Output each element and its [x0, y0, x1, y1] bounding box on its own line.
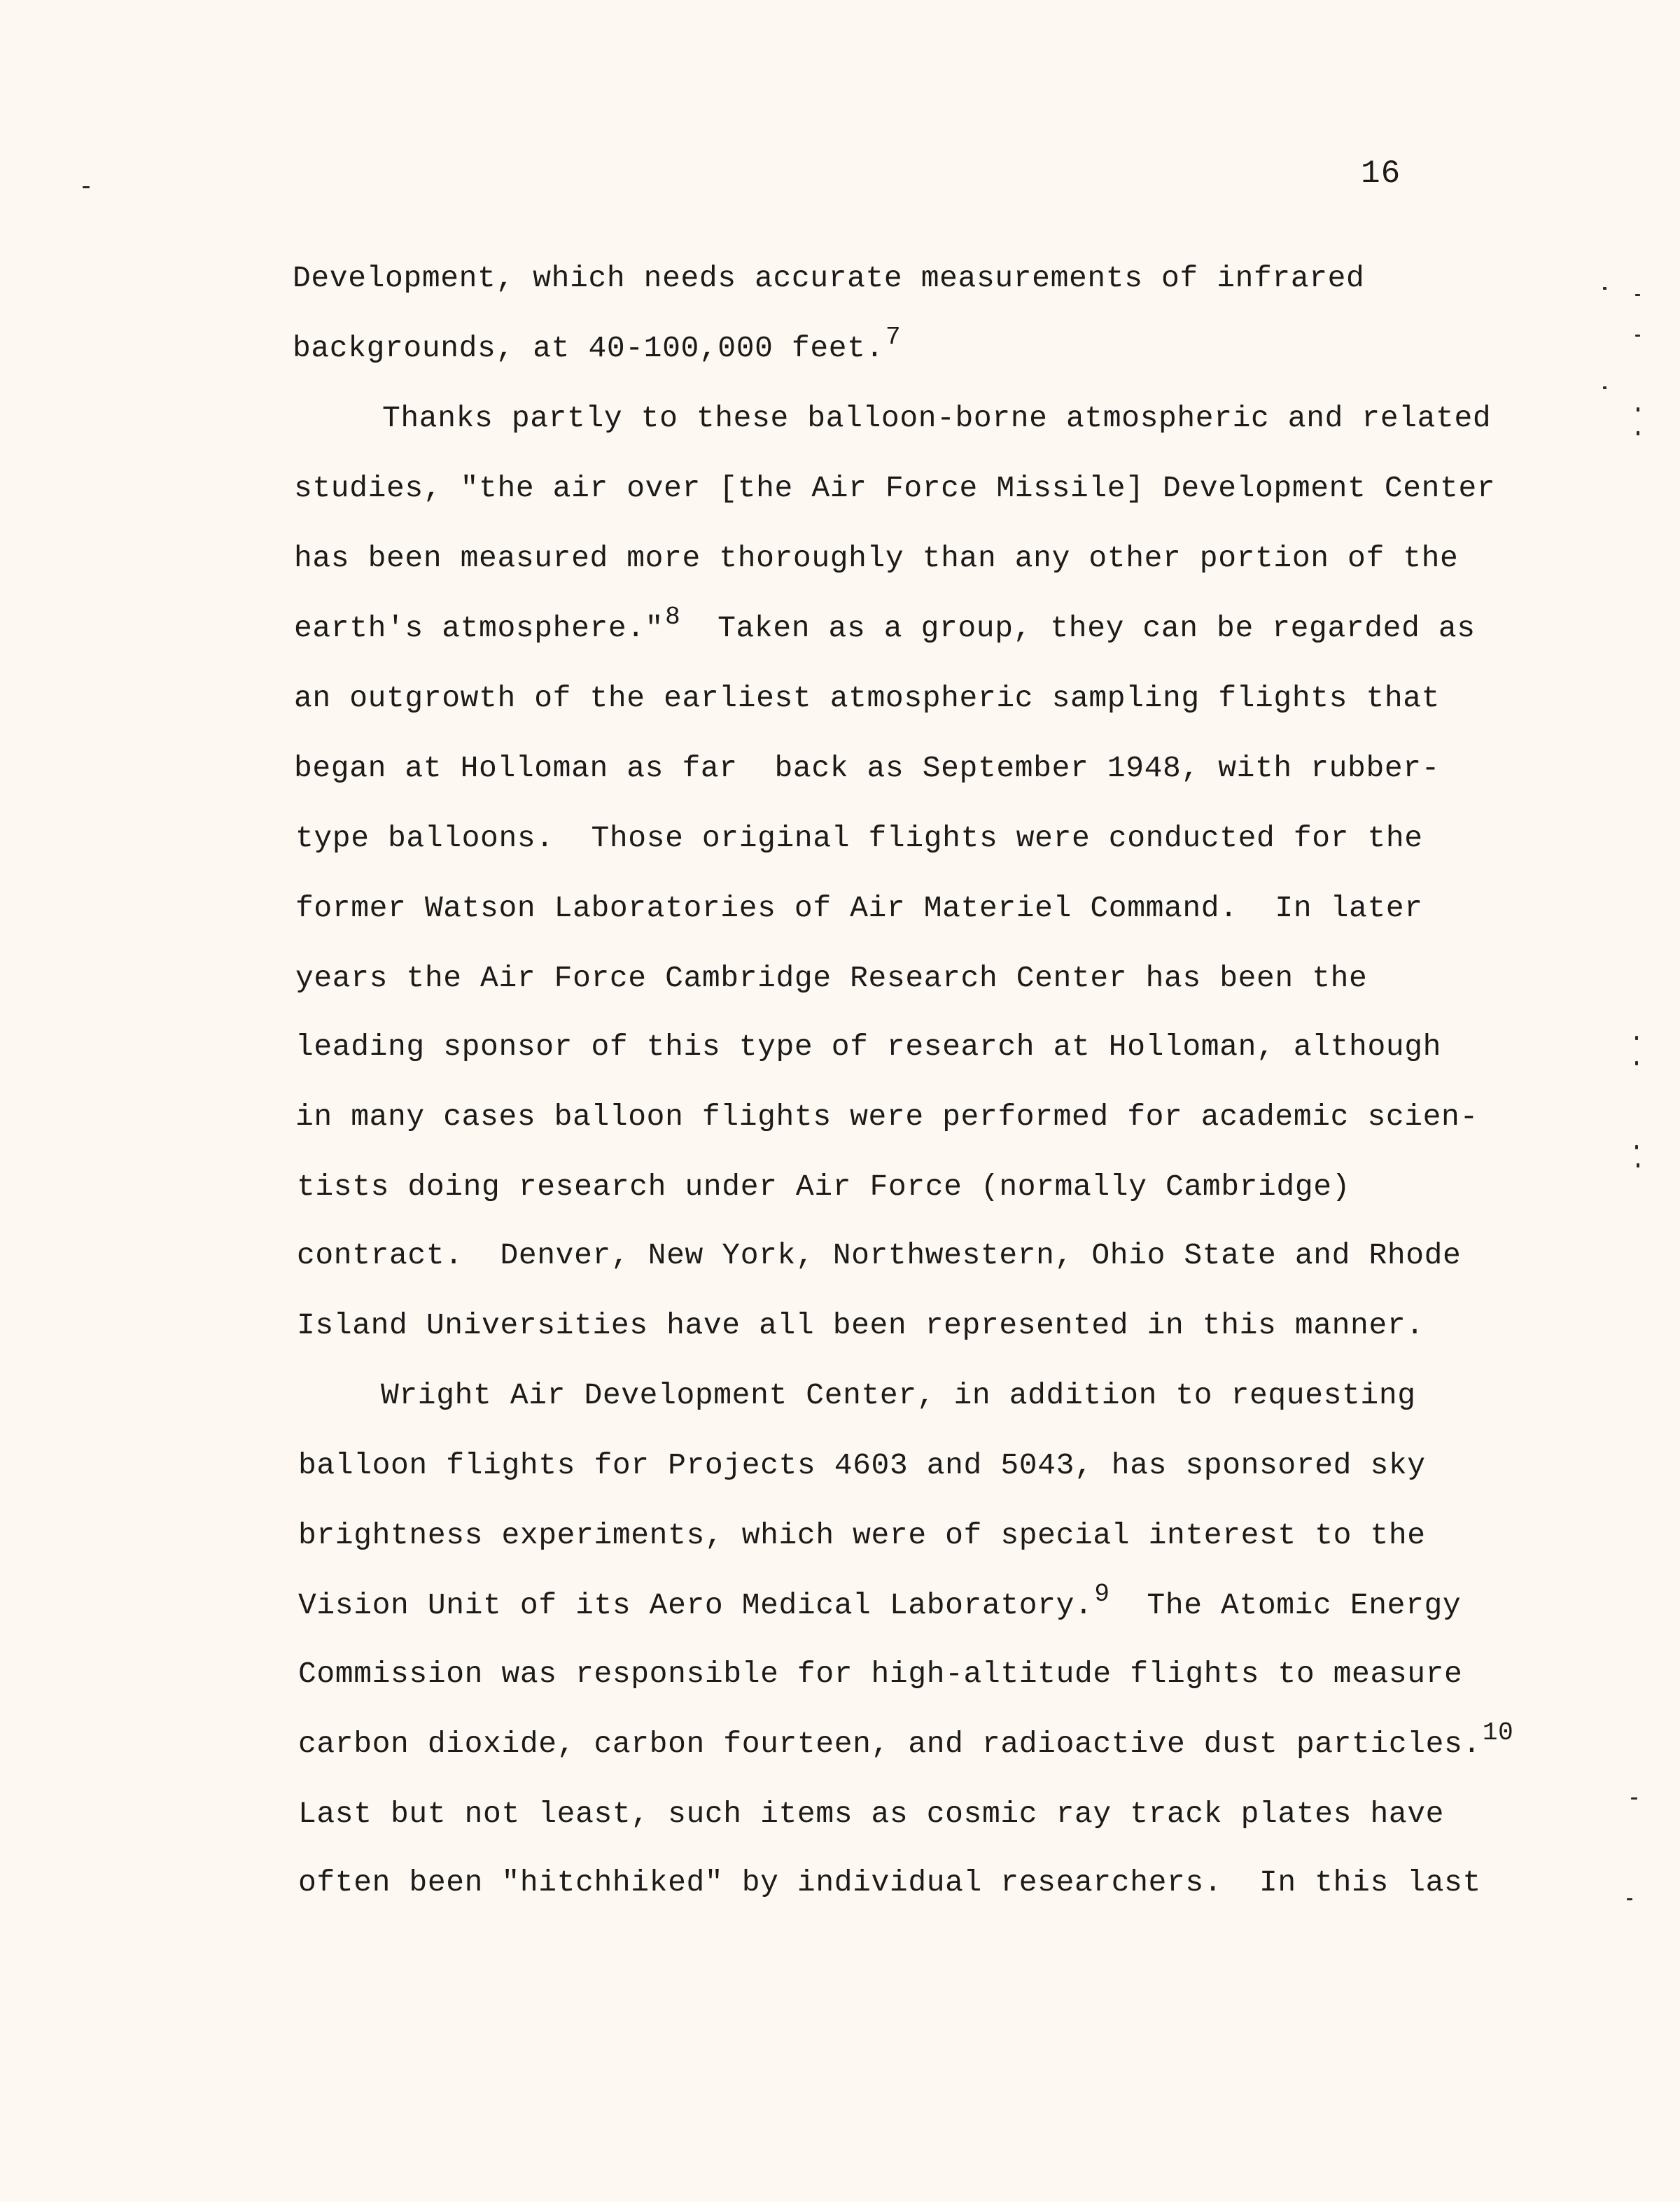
text-line: leading sponsor of this type of research at Holloman, although: [295, 1030, 1442, 1064]
text-line: years the Air Force Cambridge Research Center has been the: [295, 961, 1368, 995]
text-line: in many cases balloon flights were performed for academic scien-: [295, 1100, 1478, 1134]
text-line: Development, which needs accurate measurements of infrared: [293, 261, 1365, 295]
text-line: backgrounds, at 40-100,000 feet.$^7$: [293, 323, 902, 365]
text-line: earth's atmosphere."$^8$ Taken as a group, they can be regarded as: [294, 603, 1476, 645]
scan-mark: [1635, 335, 1640, 337]
text-line: former Watson Laboratories of Air Materiel Command. In later: [295, 891, 1423, 925]
text-line: began at Holloman as far back as September 1948, with rubber-: [294, 751, 1441, 785]
text-line: Thanks partly to these balloon-borne atmospheric and related: [382, 401, 1492, 435]
text-line: tists doing research under Air Force (normally Cambridge): [297, 1170, 1351, 1204]
text-line: Commission was responsible for high-altitude flights to measure: [298, 1657, 1463, 1691]
text-line: often been "hitchhiked" by individual researchers. In this last: [298, 1865, 1481, 1900]
scan-mark: [1635, 294, 1640, 296]
scan-mark: [1635, 1061, 1638, 1065]
scan-mark: [1603, 386, 1606, 389]
text-line: Wright Air Development Center, in addition to requesting: [381, 1378, 1416, 1412]
text-line: has been measured more thoroughly than any other portion of the: [294, 541, 1459, 575]
text-line: Last but not least, such items as cosmic ray track plates have: [298, 1797, 1445, 1831]
scan-mark: [1637, 1163, 1639, 1167]
scan-mark: [1603, 287, 1606, 290]
scan-mark: [1635, 1145, 1638, 1149]
text-line: contract. Denver, New York, Northwestern, Ohio State and Rhode: [297, 1238, 1462, 1272]
scan-mark: [83, 186, 90, 188]
text-line: Island Universities have all been represented in this manner.: [297, 1308, 1424, 1342]
text-line: studies, "the air over [the Air Force Missile] Development Center: [294, 471, 1496, 505]
footnote-marker: 10: [1482, 1718, 1514, 1747]
page-number: 16: [1361, 155, 1401, 192]
text-line: carbon dioxide, carbon fourteen, and radioactive dust particles.$^{10}$: [298, 1718, 1514, 1761]
scan-mark: [1627, 1898, 1632, 1900]
footnote-marker: 9: [1094, 1580, 1110, 1608]
scan-mark: [1637, 431, 1639, 435]
scan-mark: [1631, 1797, 1637, 1800]
text-line: Vision Unit of its Aero Medical Laboratory.$^9$ The Atomic Energy: [298, 1580, 1462, 1622]
text-line: type balloons. Those original flights were conducted for the: [295, 821, 1423, 855]
scan-mark: [1635, 1036, 1638, 1040]
text-line: balloon flights for Projects 4603 and 5043, has sponsored sky: [298, 1448, 1426, 1482]
text-line: an outgrowth of the earliest atmospheric sampling flights that: [294, 681, 1441, 715]
scan-mark: [1637, 407, 1639, 412]
footnote-marker: 7: [885, 323, 902, 351]
text-line: brightness experiments, which were of special interest to the: [298, 1518, 1426, 1552]
footnote-marker: 8: [665, 603, 681, 631]
